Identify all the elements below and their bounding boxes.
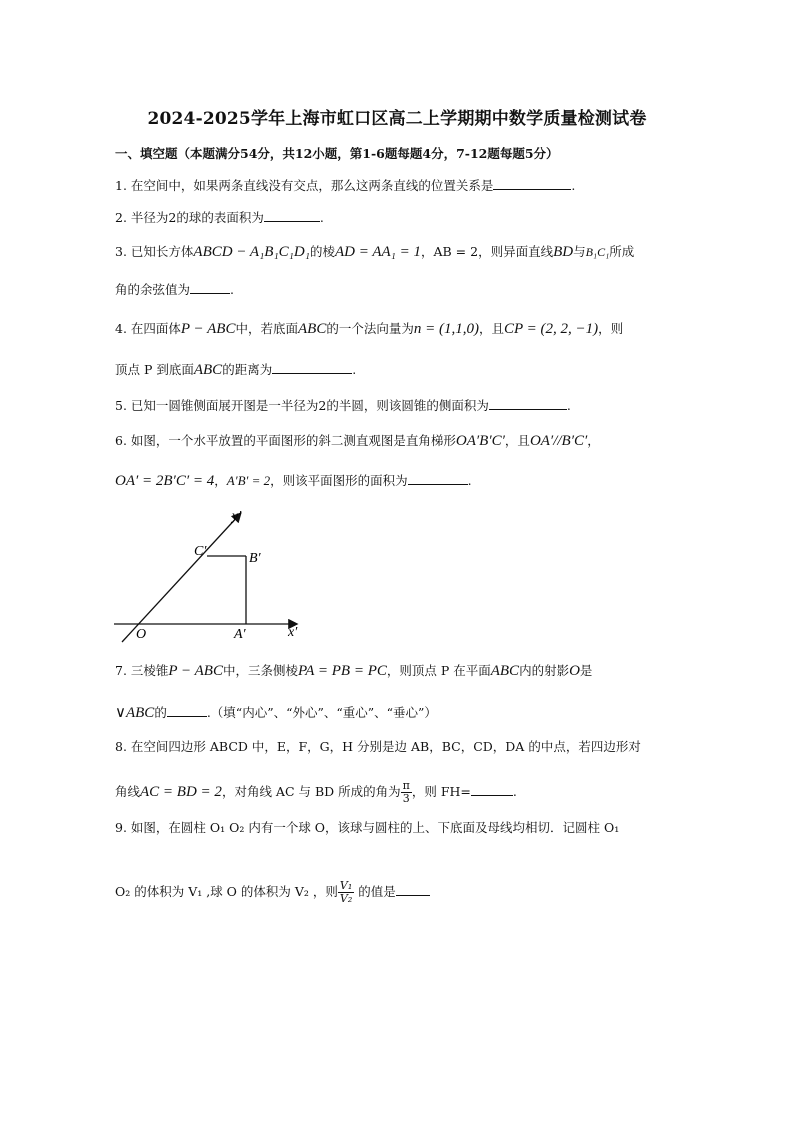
question-text: 5. 已知一圆锥侧面展开图是一半径为2的半圆，则该圆锥的侧面积为 <box>115 398 489 413</box>
math-o: O <box>569 663 580 679</box>
answer-blank <box>471 783 513 796</box>
question-7-line-1: 7. 三棱锥P − ABC中，三条侧棱PA = PB = PC，则顶点 P 在平面ABC内的射影O是 <box>115 663 593 679</box>
math-cp-vector: CP = (2, 2, −1) <box>504 321 599 337</box>
y-axis <box>122 514 240 642</box>
question-4-line-1: 4. 在四面体P − ABC中，若底面ABC的一个法向量为n = (1,1,0)，且CP = (2, 2, −1)，则 <box>115 321 624 337</box>
answer-blank <box>493 177 571 190</box>
question-4-line-2: 顶点 P 到底面ABC的距离为 . <box>115 362 357 378</box>
page-title: 2024-2025学年上海市虹口区高二上学期期中数学质量检测试卷 <box>147 109 647 129</box>
question-3-line-2: 角的余弦值为 . <box>115 282 234 297</box>
label-a: A′ <box>234 627 246 642</box>
math-normal-vector: n = (1,1,0) <box>413 321 479 337</box>
answer-blank <box>272 361 352 374</box>
math-tetrahedron: P − ABC <box>168 663 223 679</box>
question-text: 2. 半径为2的球的表面积为 <box>115 210 264 225</box>
math-trapezoid: OA′B′C′ <box>455 433 505 449</box>
math-abc: ABC <box>490 663 520 679</box>
question-1: 1. 在空间中，如果两条直线没有交点，那么这两条直线的位置关系是 . <box>115 178 576 193</box>
math-solid: ABCD − A₁B₁C₁D₁ <box>193 244 310 260</box>
math-parallel: OA′//B′C′ <box>529 433 588 449</box>
question-9-line-1: 9. 如图，在圆柱 O₁ O₂ 内有一个球 O，该球与圆柱的上、下底面及母线均相切．记圆柱 O₁ <box>115 820 620 835</box>
math-b1c1: B₁C₁ <box>585 245 610 259</box>
math-abc: ABC <box>298 321 327 337</box>
question-6-line-1: 6. 如图，一个水平放置的平面图形的斜二测直观图是直角梯形OA′B′C′，且OA′//B′C′， <box>115 433 600 449</box>
question-6-line-2: OA′ = 2B′C′ = 4，A′B′ = 2，则该平面图形的面积为 . <box>115 473 472 489</box>
math-equation: A′B′ = 2 <box>226 473 271 488</box>
math-equation: PA = PB = PC <box>298 663 387 679</box>
answer-blank <box>264 209 320 222</box>
answer-blank <box>408 472 468 485</box>
label-x: x′ <box>288 625 298 640</box>
question-2: 2. 半径为2的球的表面积为 . <box>115 210 324 225</box>
label-c: C′ <box>194 544 207 559</box>
answer-blank <box>190 281 230 294</box>
math-equation: AC = BD = 2 <box>140 784 222 801</box>
question-9-line-2: O₂ 的体积为 V₁ ,球 O 的体积为 V₂ ，则 $\frac{\text{V₁}}{\text{V₂}}$ 的值是 <box>115 880 430 905</box>
math-abc: ABC <box>193 362 223 378</box>
math-tetrahedron: P − ABC <box>180 321 236 337</box>
math-equation: AD = AA₁ = 1 <box>334 244 421 260</box>
answer-blank <box>167 704 207 717</box>
label-b: B′ <box>249 551 261 566</box>
question-8-line-1: 8. 在空间四边形 ABCD 中，E，F，G，H 分别是边 AB，BC，CD，DA 的中点，若四边形对 <box>115 739 641 754</box>
math-equation: OA′ = 2B′C′ = 4 <box>115 473 215 489</box>
label-y: y′ <box>232 509 242 524</box>
fraction-pi-over-3: $\frac{\pi}{3}$ <box>402 779 410 806</box>
question-text: 1. 在空间中，如果两条直线没有交点，那么这两条直线的位置关系是 <box>115 178 494 193</box>
question-3-line-1: 3. 已知长方体ABCD − A₁B₁C₁D₁的棱AD = AA₁ = 1，AB = 2，则异面直线BD与B₁C₁所成 <box>115 244 635 260</box>
answer-blank <box>396 883 430 896</box>
answer-blank <box>489 397 567 410</box>
question-8-line-2: 角线AC = BD = 2，对角线 AC 与 BD 所成的角为 $\frac{\pi}{3}$ ，则 FH= . <box>115 779 517 806</box>
math-bd: BD <box>553 244 574 260</box>
math-triangle: ∨ABC <box>115 705 155 721</box>
trapezoid-figure <box>108 500 318 650</box>
fraction-v1-over-v2: $\frac{\text{V₁}}{\text{V₂}}$ <box>339 879 353 906</box>
question-7-line-2: ∨ABC的 .（填“内心”、“外心”、“重心”、“垂心”） <box>115 705 437 721</box>
section-heading: 一、填空题（本题满分54分，共12小题，第1-6题每题4分，7-12题每题5分） <box>115 146 559 161</box>
question-5: 5. 已知一圆锥侧面展开图是一半径为2的半圆，则该圆锥的侧面积为 . <box>115 398 571 413</box>
label-o: O <box>136 627 147 642</box>
